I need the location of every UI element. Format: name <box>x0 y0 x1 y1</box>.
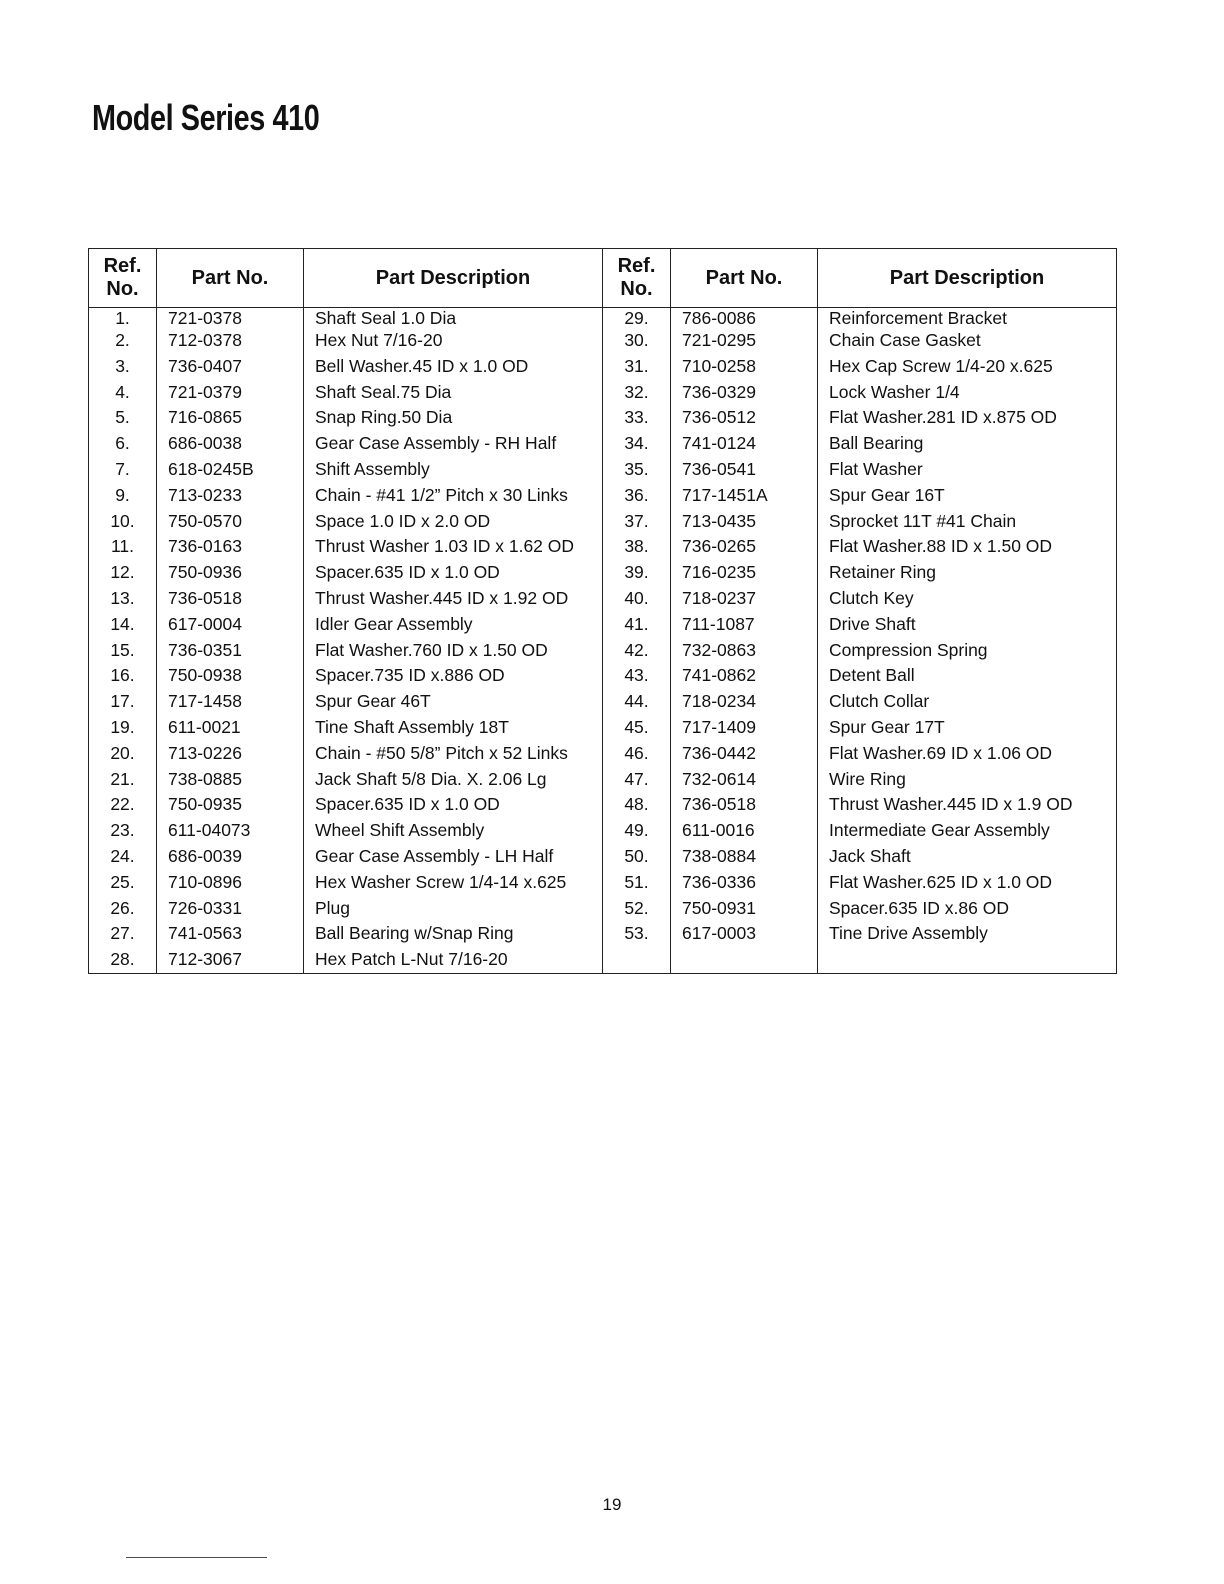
table-row <box>89 792 1117 818</box>
left-ref-no-cell: 7. <box>89 457 157 483</box>
left-ref-no-cell: 6. <box>89 431 157 457</box>
right-ref-no-cell: 32. <box>603 380 671 406</box>
right-ref-no-cell: 43. <box>603 663 671 689</box>
header-part-no-left: Part No. <box>157 249 304 308</box>
table-row <box>89 767 1117 793</box>
right-ref-no-cell: 29. <box>603 308 671 329</box>
right-part-no-cell: 750-0931 <box>671 896 818 922</box>
left-ref-no-cell: 5. <box>89 405 157 431</box>
left-part-no-cell: 721-0378 <box>157 308 304 329</box>
table-row <box>89 896 1117 922</box>
right-part-description-cell: Reinforcement Bracket <box>818 308 1117 329</box>
right-part-no-cell: 713-0435 <box>671 509 818 535</box>
right-part-no-cell: 732-0863 <box>671 638 818 664</box>
left-part-description-cell: Bell Washer.45 ID x 1.0 OD <box>304 354 603 380</box>
right-ref-no-cell: 44. <box>603 689 671 715</box>
right-part-no-cell: 736-0336 <box>671 870 818 896</box>
table-row <box>89 921 1117 947</box>
left-part-no-cell: 736-0163 <box>157 534 304 560</box>
right-part-no-cell: 741-0124 <box>671 431 818 457</box>
table-row <box>89 483 1117 509</box>
table-row <box>89 457 1117 483</box>
right-part-no-cell: 716-0235 <box>671 560 818 586</box>
right-part-no-cell: 617-0003 <box>671 921 818 947</box>
left-part-description-cell: Gear Case Assembly - RH Half <box>304 431 603 457</box>
table-row <box>89 586 1117 612</box>
right-part-no-cell: 786-0086 <box>671 308 818 329</box>
table-row <box>89 818 1117 844</box>
left-part-description-cell: Ball Bearing w/Snap Ring <box>304 921 603 947</box>
right-part-description-cell: Clutch Key <box>818 586 1117 612</box>
right-part-description-cell: Thrust Washer.445 ID x 1.9 OD <box>818 792 1117 818</box>
left-part-description-cell: Wheel Shift Assembly <box>304 818 603 844</box>
table-header-row <box>89 249 1117 308</box>
table-row <box>89 870 1117 896</box>
right-part-description-cell: Clutch Collar <box>818 689 1117 715</box>
right-ref-no-cell: 53. <box>603 921 671 947</box>
table-row <box>89 380 1117 406</box>
right-part-no-cell: 736-0265 <box>671 534 818 560</box>
left-part-description-cell: Hex Washer Screw 1/4-14 x.625 <box>304 870 603 896</box>
page-number: 19 <box>602 1495 622 1514</box>
left-part-description-cell: Chain - #50 5/8” Pitch x 52 Links <box>304 741 603 767</box>
right-part-no-cell: 732-0614 <box>671 767 818 793</box>
left-part-no-cell: 611-04073 <box>157 818 304 844</box>
right-part-description-cell: Jack Shaft <box>818 844 1117 870</box>
right-part-no-cell: 718-0234 <box>671 689 818 715</box>
right-ref-no-cell: 34. <box>603 431 671 457</box>
right-part-description-cell: Spur Gear 17T <box>818 715 1117 741</box>
left-part-no-cell: 712-0378 <box>157 328 304 354</box>
left-ref-no-cell: 12. <box>89 560 157 586</box>
table-row <box>89 560 1117 586</box>
left-ref-no-cell: 3. <box>89 354 157 380</box>
left-part-description-cell: Spacer.635 ID x 1.0 OD <box>304 792 603 818</box>
page-title: Model Series 410 <box>92 97 320 138</box>
left-ref-no-cell: 27. <box>89 921 157 947</box>
left-ref-no-cell: 23. <box>89 818 157 844</box>
right-ref-no-cell: 48. <box>603 792 671 818</box>
left-part-description-cell: Thrust Washer.445 ID x 1.92 OD <box>304 586 603 612</box>
right-part-description-cell: Flat Washer.88 ID x 1.50 OD <box>818 534 1117 560</box>
left-ref-no-cell: 20. <box>89 741 157 767</box>
left-ref-no-cell: 25. <box>89 870 157 896</box>
right-ref-no-cell: 47. <box>603 767 671 793</box>
left-ref-no-cell: 16. <box>89 663 157 689</box>
right-part-description-cell: Lock Washer 1/4 <box>818 380 1117 406</box>
left-part-description-cell: Idler Gear Assembly <box>304 612 603 638</box>
right-part-description-cell: Flat Washer.69 ID x 1.06 OD <box>818 741 1117 767</box>
left-part-no-cell: 741-0563 <box>157 921 304 947</box>
right-ref-no-cell: 46. <box>603 741 671 767</box>
table-row <box>89 509 1117 535</box>
header-ref-no-left: Ref. No. <box>89 249 157 308</box>
left-ref-no-cell: 4. <box>89 380 157 406</box>
left-part-no-cell: 726-0331 <box>157 896 304 922</box>
right-part-no-cell: 611-0016 <box>671 818 818 844</box>
footer-rule <box>126 1557 267 1558</box>
header-part-description-left: Part Description <box>304 249 603 308</box>
left-part-no-cell: 712-3067 <box>157 947 304 973</box>
table-row <box>89 405 1117 431</box>
left-part-description-cell: Flat Washer.760 ID x 1.50 OD <box>304 638 603 664</box>
table-row <box>89 638 1117 664</box>
right-part-description-cell: Flat Washer <box>818 457 1117 483</box>
right-part-description-cell: Retainer Ring <box>818 560 1117 586</box>
right-ref-no-cell: 33. <box>603 405 671 431</box>
right-part-no-cell: 736-0541 <box>671 457 818 483</box>
right-part-description-cell <box>818 947 1117 973</box>
right-part-description-cell: Drive Shaft <box>818 612 1117 638</box>
left-ref-no-cell: 26. <box>89 896 157 922</box>
right-part-description-cell: Ball Bearing <box>818 431 1117 457</box>
right-part-no-cell: 736-0518 <box>671 792 818 818</box>
left-ref-no-cell: 15. <box>89 638 157 664</box>
header-part-no-right: Part No. <box>671 249 818 308</box>
right-part-description-cell: Detent Ball <box>818 663 1117 689</box>
right-ref-no-cell: 37. <box>603 509 671 535</box>
left-part-description-cell: Shaft Seal.75 Dia <box>304 380 603 406</box>
left-ref-no-cell: 28. <box>89 947 157 973</box>
left-part-description-cell: Chain - #41 1/2” Pitch x 30 Links <box>304 483 603 509</box>
left-part-no-cell: 736-0351 <box>157 638 304 664</box>
right-part-description-cell: Flat Washer.281 ID x.875 OD <box>818 405 1117 431</box>
right-ref-no-cell: 45. <box>603 715 671 741</box>
left-ref-no-cell: 14. <box>89 612 157 638</box>
right-part-description-cell: Spur Gear 16T <box>818 483 1117 509</box>
right-part-description-cell: Compression Spring <box>818 638 1117 664</box>
right-part-no-cell <box>671 947 818 973</box>
left-part-no-cell: 750-0570 <box>157 509 304 535</box>
header-part-description-right: Part Description <box>818 249 1117 308</box>
left-part-description-cell: Tine Shaft Assembly 18T <box>304 715 603 741</box>
left-part-description-cell: Space 1.0 ID x 2.0 OD <box>304 509 603 535</box>
right-ref-no-cell: 41. <box>603 612 671 638</box>
left-part-description-cell: Shaft Seal 1.0 Dia <box>304 308 603 329</box>
left-part-description-cell: Shift Assembly <box>304 457 603 483</box>
right-ref-no-cell: 52. <box>603 896 671 922</box>
right-part-no-cell: 710-0258 <box>671 354 818 380</box>
left-ref-no-cell: 24. <box>89 844 157 870</box>
left-ref-no-cell: 1. <box>89 308 157 329</box>
right-part-description-cell: Tine Drive Assembly <box>818 921 1117 947</box>
right-part-no-cell: 717-1409 <box>671 715 818 741</box>
left-part-no-cell: 710-0896 <box>157 870 304 896</box>
left-ref-no-cell: 2. <box>89 328 157 354</box>
table-row <box>89 844 1117 870</box>
left-part-description-cell: Spur Gear 46T <box>304 689 603 715</box>
left-part-description-cell: Hex Patch L-Nut 7/16-20 <box>304 947 603 973</box>
left-part-no-cell: 686-0039 <box>157 844 304 870</box>
right-part-no-cell: 741-0862 <box>671 663 818 689</box>
right-part-no-cell: 736-0329 <box>671 380 818 406</box>
right-ref-no-cell: 30. <box>603 328 671 354</box>
parts-table <box>88 248 1117 974</box>
right-ref-no-cell: 40. <box>603 586 671 612</box>
left-part-description-cell: Jack Shaft 5/8 Dia. X. 2.06 Lg <box>304 767 603 793</box>
left-part-no-cell: 611-0021 <box>157 715 304 741</box>
right-ref-no-cell <box>603 947 671 973</box>
right-ref-no-cell: 42. <box>603 638 671 664</box>
right-part-description-cell: Intermediate Gear Assembly <box>818 818 1117 844</box>
right-ref-no-cell: 51. <box>603 870 671 896</box>
left-ref-no-cell: 10. <box>89 509 157 535</box>
left-ref-no-cell: 21. <box>89 767 157 793</box>
left-part-description-cell: Hex Nut 7/16-20 <box>304 328 603 354</box>
left-part-description-cell: Snap Ring.50 Dia <box>304 405 603 431</box>
left-ref-no-cell: 11. <box>89 534 157 560</box>
right-ref-no-cell: 38. <box>603 534 671 560</box>
table-row <box>89 741 1117 767</box>
left-ref-no-cell: 9. <box>89 483 157 509</box>
left-part-no-cell: 738-0885 <box>157 767 304 793</box>
right-ref-no-cell: 39. <box>603 560 671 586</box>
right-part-no-cell: 736-0442 <box>671 741 818 767</box>
left-part-description-cell: Spacer.735 ID x.886 OD <box>304 663 603 689</box>
table-row <box>89 663 1117 689</box>
left-part-no-cell: 713-0233 <box>157 483 304 509</box>
left-part-no-cell: 716-0865 <box>157 405 304 431</box>
table-row <box>89 689 1117 715</box>
right-part-no-cell: 711-1087 <box>671 612 818 638</box>
left-ref-no-cell: 22. <box>89 792 157 818</box>
left-part-no-cell: 750-0936 <box>157 560 304 586</box>
right-part-no-cell: 718-0237 <box>671 586 818 612</box>
left-part-no-cell: 618-0245B <box>157 457 304 483</box>
right-ref-no-cell: 50. <box>603 844 671 870</box>
left-part-no-cell: 617-0004 <box>157 612 304 638</box>
right-ref-no-cell: 36. <box>603 483 671 509</box>
table-row <box>89 612 1117 638</box>
right-part-no-cell: 736-0512 <box>671 405 818 431</box>
right-part-description-cell: Sprocket 11T #41 Chain <box>818 509 1117 535</box>
left-part-no-cell: 736-0518 <box>157 586 304 612</box>
left-ref-no-cell: 19. <box>89 715 157 741</box>
table-row <box>89 715 1117 741</box>
header-ref-no-right: Ref. No. <box>603 249 671 308</box>
right-part-description-cell: Hex Cap Screw 1/4-20 x.625 <box>818 354 1117 380</box>
table-row <box>89 534 1117 560</box>
left-part-description-cell: Thrust Washer 1.03 ID x 1.62 OD <box>304 534 603 560</box>
right-part-description-cell: Wire Ring <box>818 767 1117 793</box>
left-ref-no-cell: 13. <box>89 586 157 612</box>
table-row <box>89 308 1117 329</box>
right-part-description-cell: Flat Washer.625 ID x 1.0 OD <box>818 870 1117 896</box>
right-part-no-cell: 738-0884 <box>671 844 818 870</box>
right-part-description-cell: Spacer.635 ID x.86 OD <box>818 896 1117 922</box>
left-part-no-cell: 736-0407 <box>157 354 304 380</box>
right-part-no-cell: 717-1451A <box>671 483 818 509</box>
table-row <box>89 328 1117 354</box>
right-ref-no-cell: 31. <box>603 354 671 380</box>
parts-table-body <box>89 308 1117 974</box>
right-ref-no-cell: 49. <box>603 818 671 844</box>
right-ref-no-cell: 35. <box>603 457 671 483</box>
left-part-no-cell: 713-0226 <box>157 741 304 767</box>
left-part-no-cell: 750-0938 <box>157 663 304 689</box>
left-part-no-cell: 686-0038 <box>157 431 304 457</box>
left-part-description-cell: Gear Case Assembly - LH Half <box>304 844 603 870</box>
left-ref-no-cell: 17. <box>89 689 157 715</box>
left-part-description-cell: Plug <box>304 896 603 922</box>
right-part-no-cell: 721-0295 <box>671 328 818 354</box>
table-row <box>89 431 1117 457</box>
left-part-no-cell: 717-1458 <box>157 689 304 715</box>
right-part-description-cell: Chain Case Gasket <box>818 328 1117 354</box>
left-part-description-cell: Spacer.635 ID x 1.0 OD <box>304 560 603 586</box>
left-part-no-cell: 721-0379 <box>157 380 304 406</box>
table-row <box>89 947 1117 973</box>
table-row <box>89 354 1117 380</box>
left-part-no-cell: 750-0935 <box>157 792 304 818</box>
